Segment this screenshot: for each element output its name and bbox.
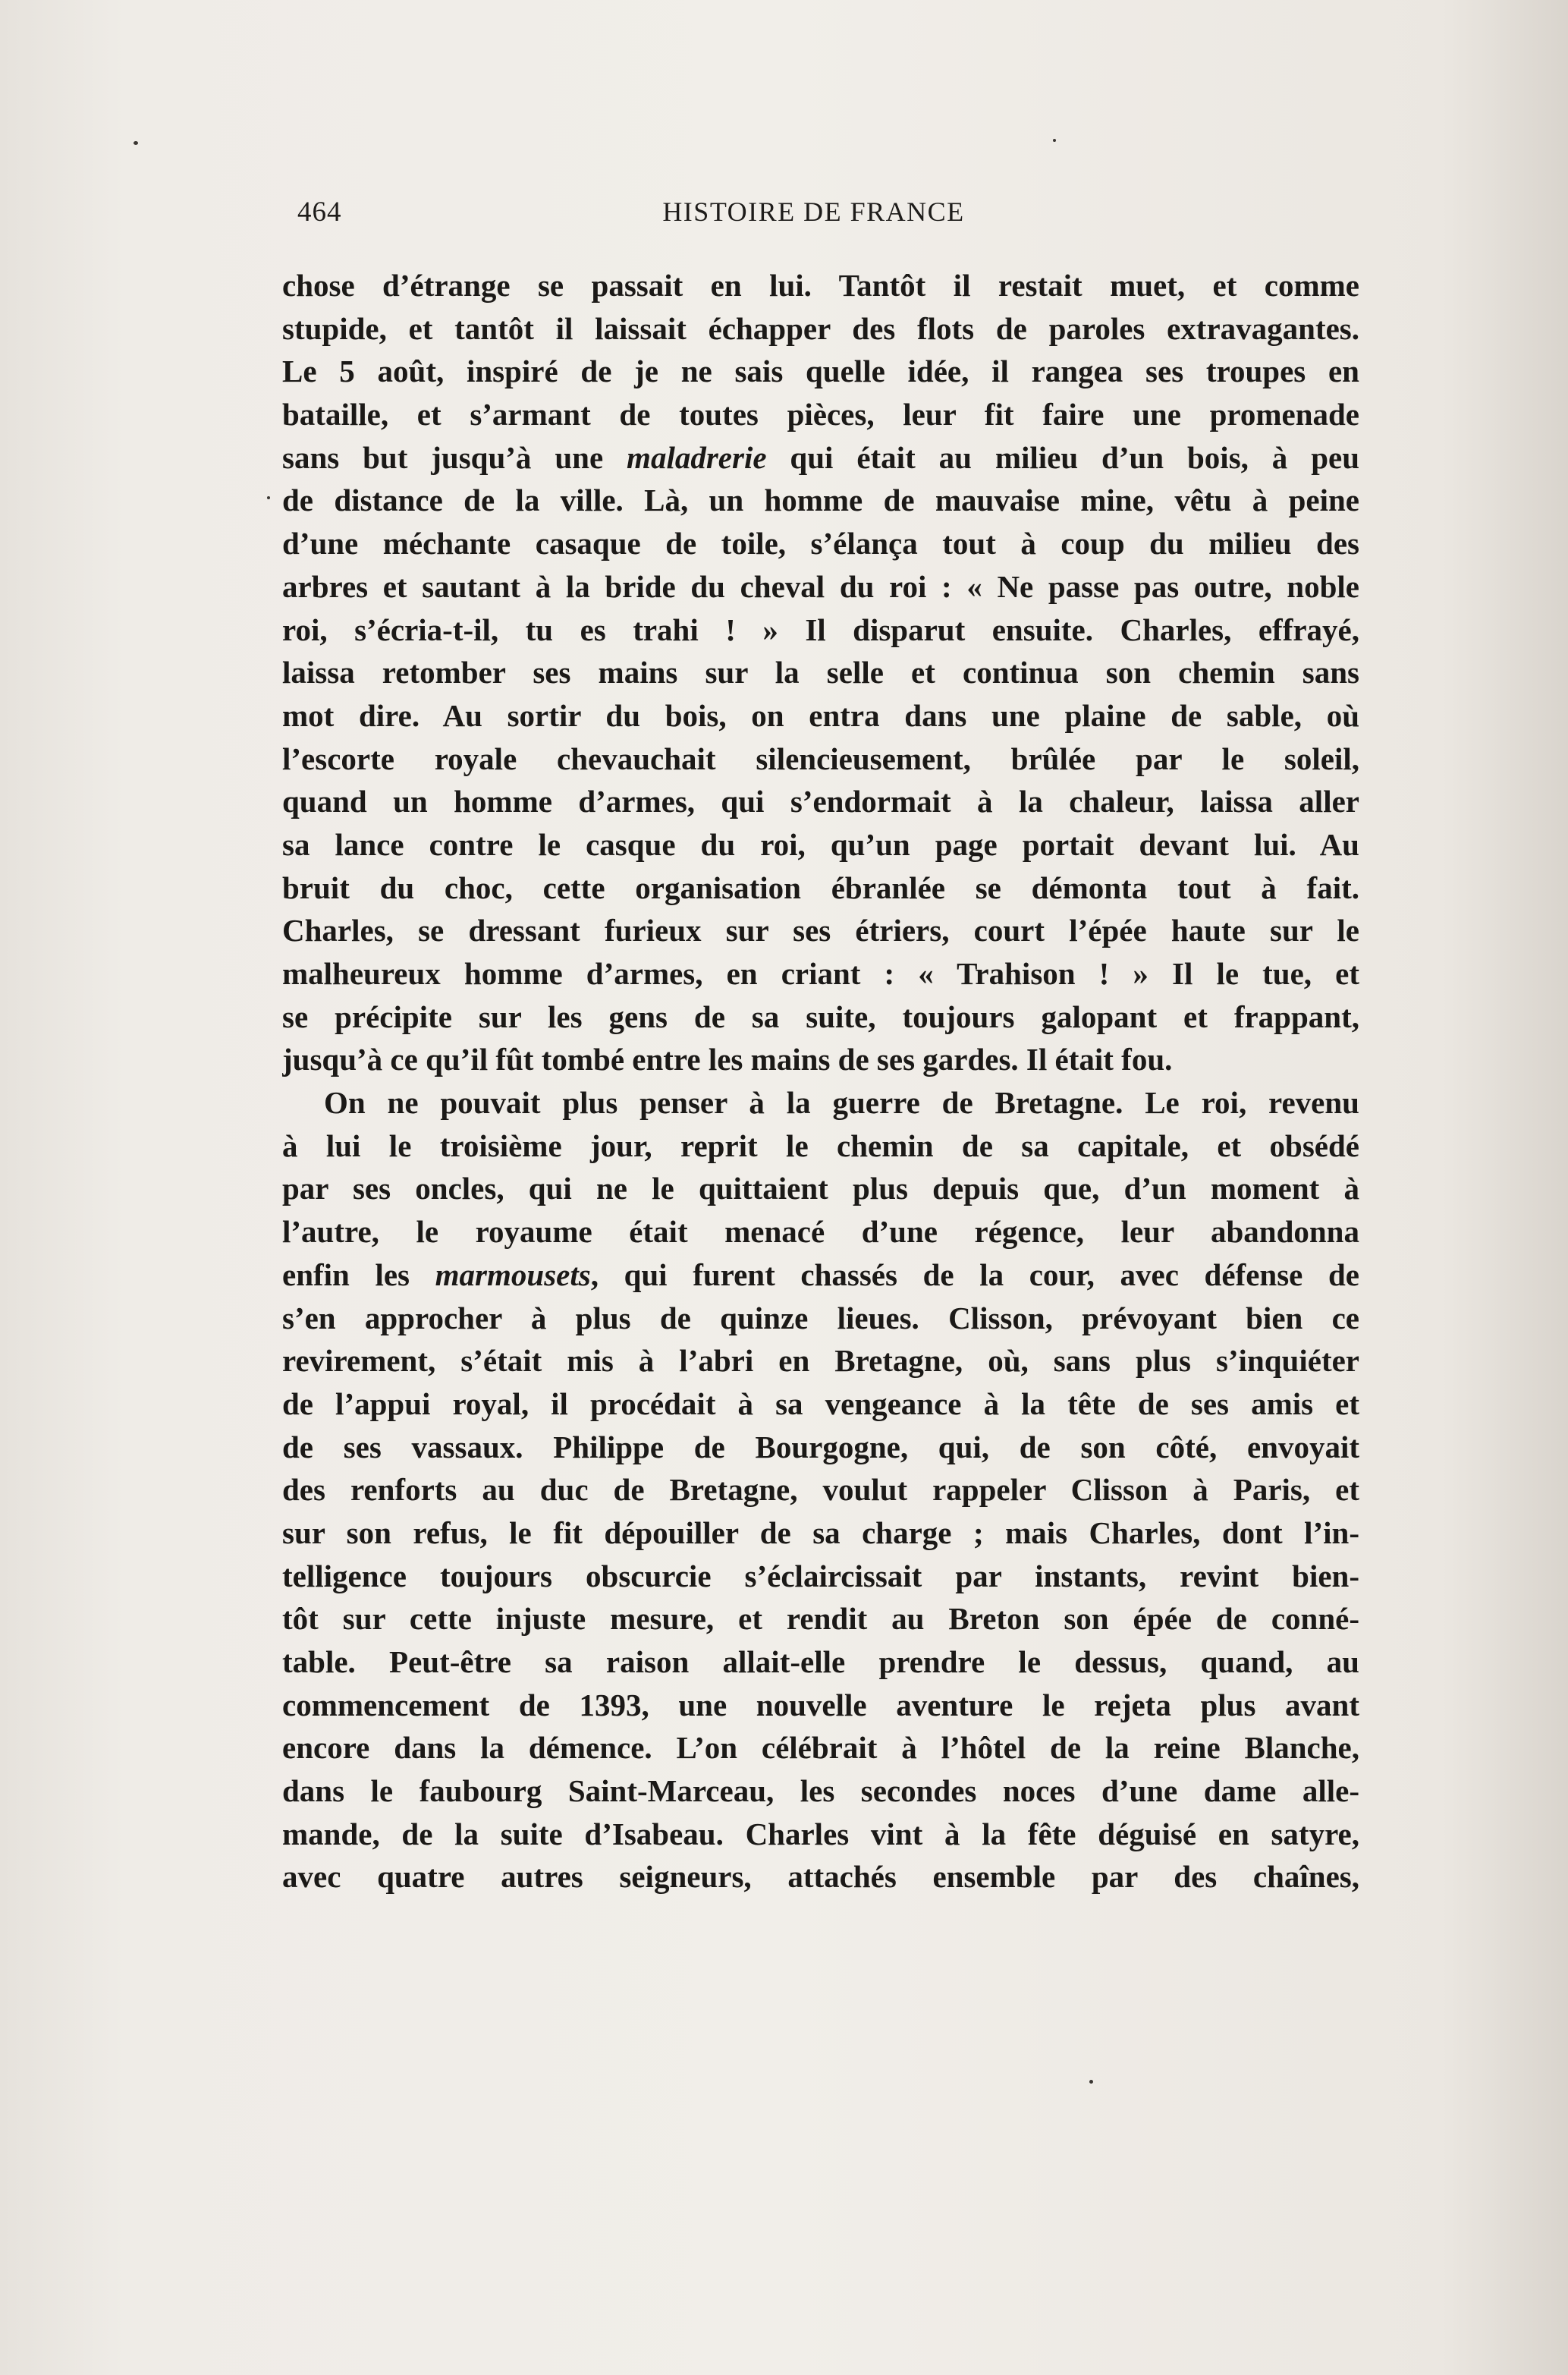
text-line: sur son refus, le fit dépouiller de sa charge ; mais Charles, dont l’in- bbox=[282, 1515, 1359, 1550]
text-line: se précipite sur les gens de sa suite, toujours galopant et frappant, bbox=[282, 999, 1359, 1034]
text-line: roi, s’écria-t-il, tu es trahi ! » Il disparut ensuite. Charles, effrayé, bbox=[282, 612, 1359, 647]
text-segment: qui était au milieu d’un bois, à peu bbox=[766, 439, 1359, 475]
text-line: de l’appui royal, il procédait à sa vengeance à la tête de ses amis et bbox=[282, 1386, 1359, 1421]
text-line: malheureux homme d’armes, en criant : « Trahison ! » Il le tue, et bbox=[282, 956, 1359, 991]
text-line: l’autre, le royaume était menacé d’une régence, leur abandonna bbox=[282, 1214, 1359, 1250]
text-line: arbres et sautant à la bride du cheval du roi : « Ne passe pas outre, noble bbox=[282, 568, 1359, 604]
paper-speck bbox=[134, 141, 138, 145]
italic-term: maladrerie bbox=[627, 439, 767, 475]
text-line: des renforts au duc de Bretagne, voulut rappeler Clisson à Paris, et bbox=[282, 1472, 1359, 1508]
text-line: chose d’étrange se passait en lui. Tantôt il restait muet, et comme bbox=[282, 268, 1359, 303]
text-segment: , qui furent chassés de la cour, avec défense de bbox=[590, 1257, 1359, 1292]
text-line: s’en approcher à plus de quinze lieues. Clisson, prévoyant bien ce bbox=[282, 1300, 1359, 1335]
text-line: jusqu’à ce qu’il fût tombé entre les mains de ses gardes. Il était fou. bbox=[282, 1042, 1173, 1077]
text-line: bataille, et s’armant de toutes pièces, leur fit faire une promenade bbox=[282, 397, 1359, 433]
text-segment: enfin les bbox=[282, 1257, 435, 1292]
text-line: dans le faubourg Saint-Marceau, les secondes noces d’une dame alle- bbox=[282, 1773, 1359, 1809]
text-line: tôt sur cette injuste mesure, et rendit au Breton son épée de conné- bbox=[282, 1601, 1359, 1637]
text-segment: sans but jusqu’à une bbox=[282, 439, 627, 475]
text-line: bruit du choc, cette organisation ébranlée se démonta tout à fait. bbox=[282, 870, 1359, 905]
text-line: Le 5 août, inspiré de je ne sais quelle idée, il rangea ses troupes en bbox=[282, 354, 1359, 389]
text-line: Charles, se dressant furieux sur ses étriers, court l’épée haute sur le bbox=[282, 913, 1359, 948]
text-line bbox=[282, 436, 1359, 480]
text-line: à lui le troisième jour, reprit le chemin de sa capitale, et obsédé bbox=[282, 1128, 1359, 1163]
text-line: commencement de 1393, une nouvelle aventure le rejeta plus avant bbox=[282, 1687, 1359, 1722]
book-title: HISTOIRE DE FRANCE bbox=[662, 197, 965, 227]
text-line: telligence toujours obscurcie s’éclaircissait par instants, revint bien- bbox=[282, 1558, 1359, 1593]
paper-speck bbox=[1089, 2080, 1093, 2084]
text-line: par ses oncles, qui ne le quittaient plus depuis que, d’un moment à bbox=[282, 1171, 1359, 1206]
paper-speck bbox=[267, 496, 270, 499]
text-line: stupide, et tantôt il laissait échapper des flots de paroles extravagantes. bbox=[282, 310, 1359, 346]
text-line: revirement, s’était mis à l’abri en Bretagne, où, sans plus s’inquiéter bbox=[282, 1343, 1359, 1379]
text-line: quand un homme d’armes, qui s’endormait à la chaleur, laissa aller bbox=[282, 784, 1359, 819]
text-line: encore dans la démence. L’on célébrait à l’hôtel de la reine Blanche, bbox=[282, 1730, 1359, 1766]
text-line: d’une méchante casaque de toile, s’élança tout à coup du milieu des bbox=[282, 526, 1359, 562]
page-number: 464 bbox=[297, 197, 342, 228]
paper-speck bbox=[1053, 139, 1056, 142]
text-line: laissa retomber ses mains sur la selle et continua son chemin sans bbox=[282, 655, 1359, 690]
italic-term: marmousets bbox=[435, 1257, 591, 1292]
text-line: mot dire. Au sortir du bois, on entra dans une plaine de sable, où bbox=[282, 697, 1359, 733]
text-line: de ses vassaux. Philippe de Bourgogne, qui, de son côté, envoyait bbox=[282, 1429, 1359, 1464]
text-line: sa lance contre le casque du roi, qu’un page portait devant lui. Au bbox=[282, 826, 1359, 862]
text-line bbox=[282, 1254, 1359, 1297]
body-text bbox=[282, 264, 1359, 1898]
text-line: mande, de la suite d’Isabeau. Charles vint à la fête déguisé en satyre, bbox=[282, 1816, 1359, 1851]
text-line: de distance de la ville. Là, un homme de mauvaise mine, vêtu à peine bbox=[282, 483, 1359, 518]
text-line: avec quatre autres seigneurs, attachés ensemble par des chaînes, bbox=[282, 1859, 1359, 1895]
running-head bbox=[273, 196, 1354, 234]
text-line: l’escorte royale chevauchait silencieusement, brûlée par le soleil, bbox=[282, 741, 1359, 776]
text-line: table. Peut-être sa raison allait-elle prendre le dessus, quand, au bbox=[282, 1644, 1359, 1679]
text-line: On ne pouvait plus penser à la guerre de Bretagne. Le roi, revenu bbox=[324, 1085, 1359, 1121]
